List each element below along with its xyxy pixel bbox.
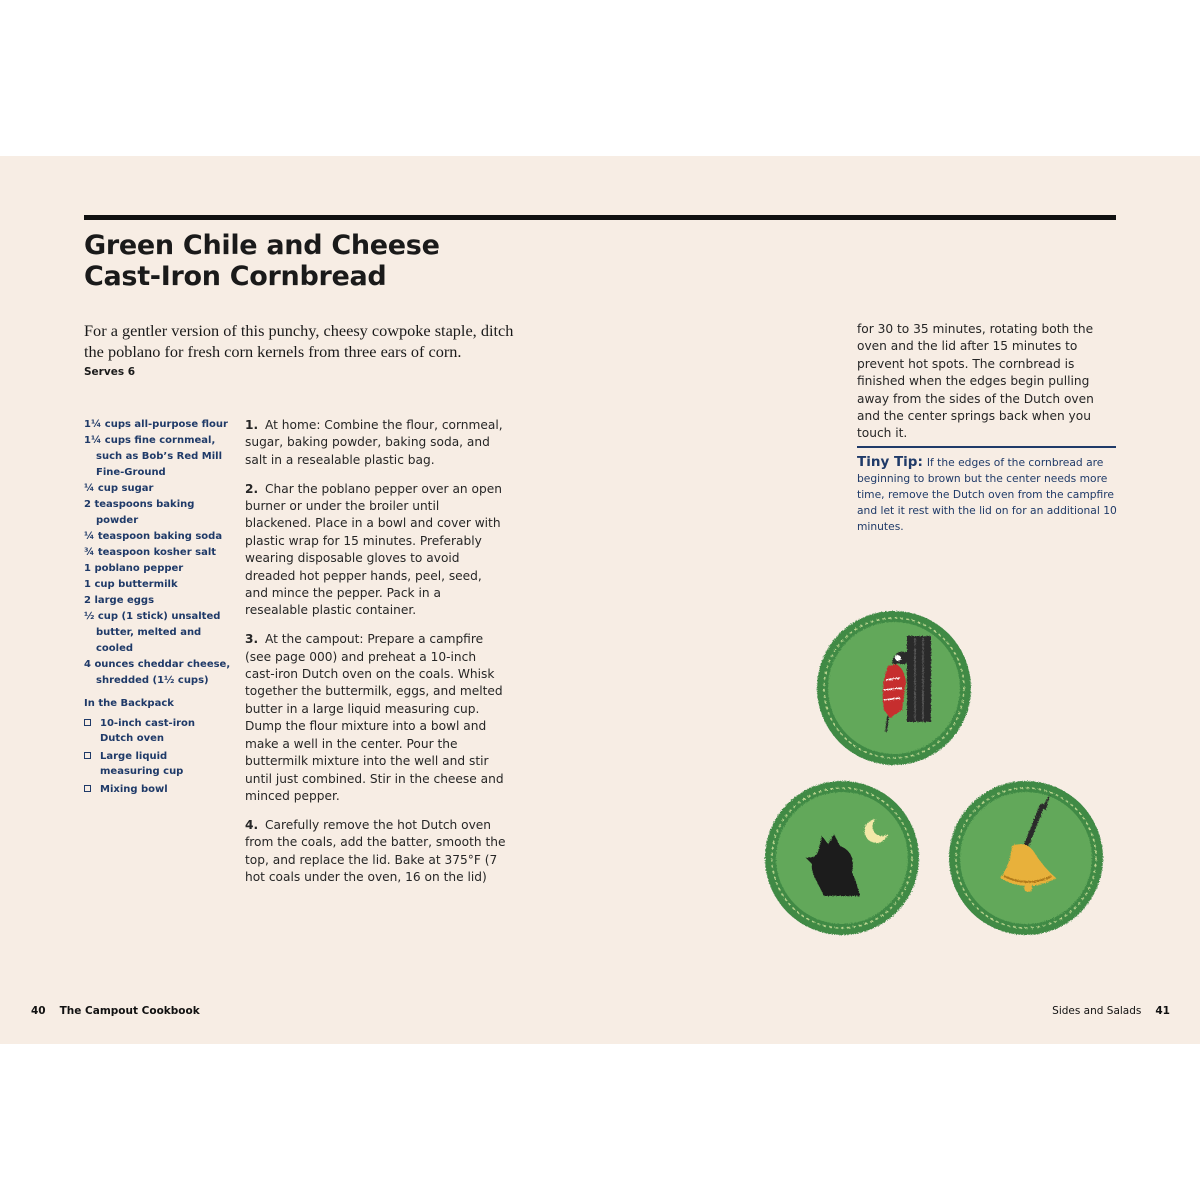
ingredient-item: 1¼ cups all-purpose flour (84, 419, 228, 430)
right-page-number: 41 (1155, 1005, 1170, 1017)
wolf-badge-icon (765, 781, 919, 935)
backpack-item-label: Large liquid measuring cup (100, 751, 184, 777)
ingredient-item: 1 poblano pepper (84, 563, 184, 574)
backpack-item (84, 782, 224, 797)
ingredient-item: 1 cup buttermilk (84, 579, 178, 590)
book-title: The Campout Cookbook (59, 1005, 200, 1017)
tip-rule (857, 446, 1116, 448)
step-text: Char the poblano pepper over an open burner or under the broiler until blackened. Place in a bowl and cover with plastic wrap for 15 minutes. Preferably wearing disposable gloves to avoid dreaded hot pepper hands, peel, seed, and mince the pepper. Pack in a resealable plastic container. (245, 481, 502, 618)
recipe-title-line1: Green Chile and Cheese (84, 230, 440, 261)
section-title: Sides and Salads (1052, 1005, 1142, 1017)
ingredient-item: ¼ cup sugar (84, 483, 154, 494)
backpack-item-label: Mixing bowl (100, 784, 168, 795)
footer-left (31, 1005, 200, 1017)
ingredient-item: 1¼ cups fine cornmeal, such as Bob’s Red Mill Fine-Ground (84, 435, 223, 478)
backpack-item (84, 749, 224, 779)
bell-badge-icon (949, 781, 1103, 935)
tip-text: If the edges of the cornbread are beginning to brown but the center needs more time, remove the Dutch oven from the campfire and let it rest with the lid on for an additional 10 minutes. (857, 456, 1117, 533)
ingredient-item: 2 large eggs (84, 595, 155, 606)
ingredient-item: ½ cup (1 stick) unsalted butter, melted and cooled (84, 611, 221, 654)
backpack-list (84, 716, 224, 800)
step-text: At the campout: Prepare a campfire (see page 000) and preheat a 10-inch cast-iron Dutch oven on the coals. Whisk together the buttermilk, eggs, and melted butter in a large liquid measuring cup. Dump the flour mixture into a bowl and make a well in the center. Pour the buttermilk mixture into the well and stir until just combined. Stir in the cheese and minced pepper. (245, 632, 504, 803)
checkbox-icon (84, 785, 91, 792)
recipe-title-line2: Cast-Iron Cornbread (84, 261, 387, 292)
recipe-title (84, 230, 684, 292)
title-rule (84, 215, 1116, 220)
footer-right (1052, 1005, 1170, 1017)
checkbox-icon (84, 752, 91, 759)
ingredient-item: 4 ounces cheddar cheese, shredded (1½ cups) (84, 659, 231, 686)
ingredient-item: ¼ teaspoon baking soda (84, 531, 223, 542)
ingredient-list (84, 417, 234, 689)
step-number: 4. (245, 817, 259, 832)
backpack-item (84, 716, 224, 746)
step-number: 2. (245, 481, 259, 496)
recipe-intro: For a gentler version of this punchy, cheesy cowpoke staple, ditch the poblano for fresh corn kernels from three ears of corn. (84, 321, 514, 361)
checkbox-icon (84, 719, 91, 726)
left-page-number: 40 (31, 1005, 46, 1017)
book-spread (0, 156, 1200, 1044)
merit-badges-illustration (760, 606, 1120, 946)
step-number: 3. (245, 632, 259, 647)
ingredient-item: ¾ teaspoon kosher salt (84, 547, 217, 558)
tiny-tip (857, 454, 1119, 535)
backpack-heading: In the Backpack (84, 698, 174, 709)
step-text: At home: Combine the flour, cornmeal, sugar, baking powder, baking soda, and salt in a resealable plastic bag. (245, 418, 503, 467)
woodpecker-badge-icon (817, 611, 971, 765)
step-2 (245, 481, 507, 620)
step-continuation: for 30 to 35 minutes, rotating both the oven and the lid after 15 minutes to prevent hot spots. The cornbread is finished when the edges begin pulling away from the sides of the Dutch oven and the center springs back when you touch it. (857, 322, 1094, 441)
step-number: 1. (245, 418, 259, 432)
tip-label: Tiny Tip: (857, 454, 923, 470)
step-text: Carefully remove the hot Dutch oven from the coals, add the batter, smooth the top, and replace the lid. Bake at 375°F (7 hot coals under the oven, 16 on the lid) (245, 817, 506, 884)
step-1 (245, 417, 507, 469)
step-3 (245, 631, 507, 805)
ingredient-item: 2 teaspoons baking powder (84, 499, 195, 526)
backpack-item-label: 10-inch cast-iron Dutch oven (100, 718, 196, 744)
serves-count: Serves 6 (84, 366, 136, 378)
step-4 (245, 817, 507, 887)
instruction-steps (245, 417, 507, 898)
